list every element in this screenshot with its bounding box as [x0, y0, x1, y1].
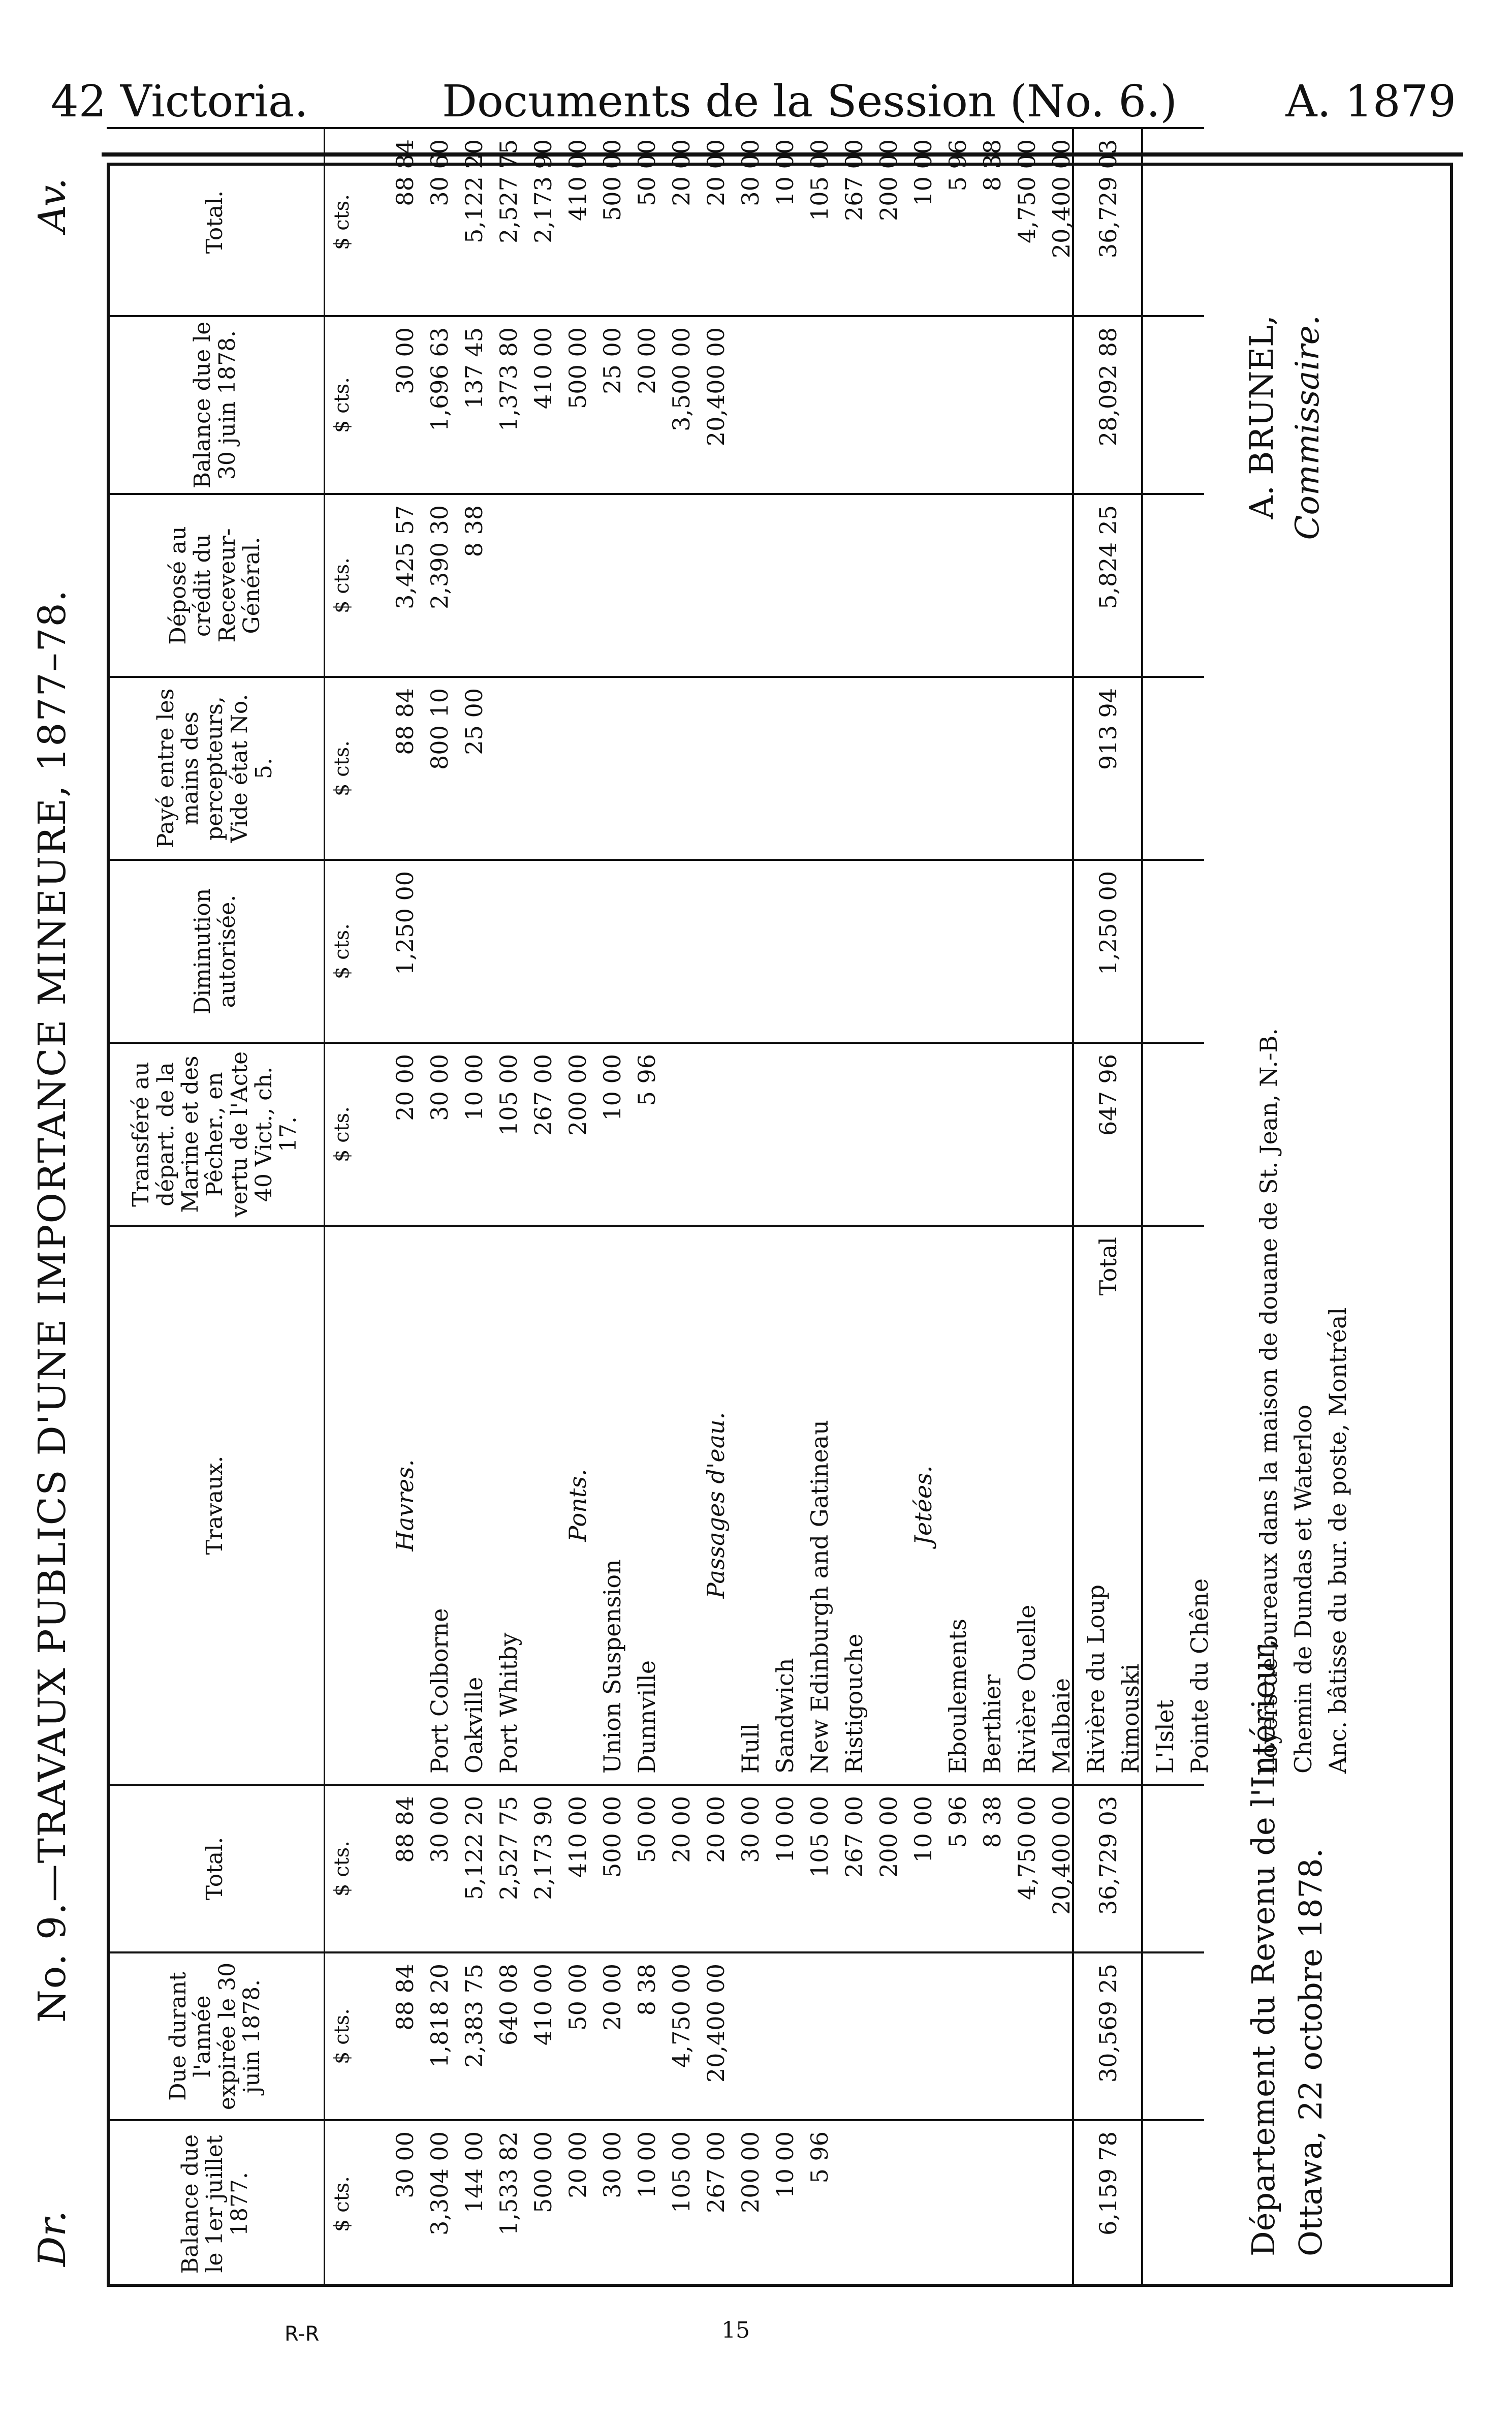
- cell-value: 10 00: [771, 2131, 799, 2198]
- cell-value: 50 00: [633, 139, 660, 206]
- cell-value: 20 00: [598, 1964, 626, 2031]
- travaux-item: New Edinburgh and Gatineau: [806, 1420, 833, 1774]
- cell-value: 88 84: [391, 1796, 419, 1863]
- cell-value: 88 84: [391, 1964, 419, 2031]
- cell-value: 4,750 00: [668, 1964, 695, 2068]
- cell-value: 800 10: [426, 688, 453, 770]
- cell-value: 1,696 63: [426, 327, 453, 431]
- travaux-item: Berthier: [979, 1674, 1006, 1774]
- cell-total: 913 94: [1094, 688, 1122, 770]
- col-header: Total.: [107, 1786, 325, 1951]
- col-due: [107, 1951, 1204, 2119]
- col-header: Total.: [107, 129, 325, 315]
- header-center: Documents de la Session (No. 6.): [442, 76, 1177, 127]
- cell-value: 410 00: [529, 1964, 557, 2045]
- cell-value: 105 00: [668, 2131, 695, 2213]
- col-header: Travaux.: [107, 1227, 325, 1784]
- cell-value: 410 00: [564, 1796, 591, 1878]
- cell-value: 30 00: [737, 1796, 764, 1863]
- travaux-item: Port Colborne: [426, 1608, 453, 1774]
- cell-value: 30 00: [426, 1796, 453, 1863]
- group-name: Ponts.: [564, 1469, 591, 1542]
- total-label: Total: [1094, 1237, 1122, 1296]
- cell-total: 5,824 25: [1094, 505, 1122, 609]
- cell-value: 10 00: [771, 139, 799, 206]
- travaux-item: Pointe du Chêne: [1186, 1578, 1213, 1774]
- cell-value: 200 00: [564, 1054, 591, 1136]
- cell-value: 267 00: [529, 1054, 557, 1136]
- unit-label: $ cts.: [330, 377, 354, 433]
- cell-value: 4,750 00: [1013, 1796, 1041, 1900]
- cell-value: 2,527 75: [495, 1796, 522, 1900]
- col-balance2: [107, 315, 1204, 493]
- cell-total: 1,250 00: [1094, 871, 1122, 975]
- col-diminution: [107, 859, 1204, 1042]
- cell-value: 200 00: [737, 2131, 764, 2213]
- header-right: A. 1879: [1285, 76, 1456, 127]
- travaux-item: Union Suspension: [598, 1559, 626, 1774]
- cell-value: 410 00: [564, 139, 591, 221]
- col-total2: [107, 127, 1204, 315]
- travaux-item: Sandwich: [771, 1658, 799, 1774]
- cell-value: 30 00: [737, 139, 764, 206]
- cell-value: 8 38: [979, 1796, 1006, 1848]
- cell-value: 10 00: [633, 2131, 660, 2198]
- cell-value: 8 38: [460, 505, 488, 557]
- col-header: Balance due le 1er juillet 1877.: [107, 2121, 325, 2287]
- cell-value: 500 00: [598, 139, 626, 221]
- title-av: Av.: [30, 178, 74, 232]
- unit-label: $ cts.: [330, 2176, 354, 2232]
- cell-value: 30 00: [391, 327, 419, 394]
- cell-value: 20 00: [702, 1796, 730, 1863]
- cell-value: 3,425 57: [391, 505, 419, 609]
- cell-value: 20 00: [633, 327, 660, 394]
- cell-value: 10 00: [771, 1796, 799, 1863]
- col-header: Transféré au départ. de la Marine et des Pêcher., en vertu de l'Acte 40 Vict., ch. 17.: [107, 1044, 325, 1225]
- cell-value: 2,173 90: [529, 139, 557, 243]
- title-dt: Dr.: [30, 2210, 74, 2267]
- cell-value: 267 00: [840, 139, 868, 221]
- travaux-item: Eboulements: [944, 1619, 971, 1774]
- travaux-item: Rivière du Loup: [1082, 1584, 1110, 1774]
- signer-name: A. BRUNEL,: [1243, 315, 1281, 519]
- table-title: No. 9.—TRAVAUX PUBLICS D'UNE IMPORTANCE MINEURE, 1877–78.: [30, 588, 74, 2023]
- cell-value: 30 00: [426, 1054, 453, 1121]
- cell-total: 647 96: [1094, 1054, 1122, 1136]
- col-balance1: [107, 2119, 1204, 2287]
- cell-value: 5 96: [806, 2131, 833, 2184]
- col-header: Due durant l'année expirée le 30 juin 1878.: [107, 1953, 325, 2119]
- cell-value: 640 08: [495, 1964, 522, 2045]
- signer-title: Commissaire.: [1288, 315, 1327, 540]
- cell-value: 20,400 00: [1048, 1796, 1075, 1915]
- cell-value: 20 00: [564, 2131, 591, 2198]
- cell-value: 2,390 30: [426, 505, 453, 609]
- travaux-item: Hull: [737, 1723, 764, 1774]
- cell-value: 20 00: [391, 1054, 419, 1121]
- cell-value: 2,173 90: [529, 1796, 557, 1900]
- cell-value: 88 84: [391, 688, 419, 755]
- footer-dept: Département du Revenu de l'Intérieur,: [1245, 1638, 1282, 2256]
- cell-value: 50 00: [564, 1964, 591, 2031]
- cell-value: 2,383 75: [460, 1964, 488, 2068]
- travaux-item: Ristigouche: [840, 1633, 868, 1774]
- cell-value: 30 00: [598, 2131, 626, 2198]
- col-paye: [107, 676, 1204, 859]
- cell-value: 3,500 00: [668, 327, 695, 431]
- cell-value: 25 00: [460, 688, 488, 755]
- cell-value: 500 00: [598, 1796, 626, 1878]
- cell-value: 20 00: [668, 139, 695, 206]
- cell-value: 137 45: [460, 327, 488, 409]
- cell-value: 105 00: [806, 139, 833, 221]
- travaux-item: Port Whitby: [495, 1632, 522, 1774]
- cell-value: 105 00: [806, 1796, 833, 1878]
- cell-value: 20,400 00: [702, 1964, 730, 2083]
- col-total1: [107, 1784, 1204, 1951]
- cell-value: 50 00: [633, 1796, 660, 1863]
- cell-value: 8 38: [979, 139, 1006, 192]
- cell-value: 8 38: [633, 1964, 660, 2016]
- cell-value: 88 84: [391, 139, 419, 206]
- cell-value: 500 00: [564, 327, 591, 409]
- cell-value: 5 96: [944, 1796, 971, 1848]
- cell-value: 1,250 00: [391, 871, 419, 975]
- travaux-item: Rimouski: [1117, 1663, 1144, 1774]
- cell-value: 1,533 82: [495, 2131, 522, 2236]
- cell-value: 5,122 20: [460, 1796, 488, 1900]
- travaux-item: Oakville: [460, 1677, 488, 1774]
- cell-total: 6,159 78: [1094, 2131, 1122, 2236]
- footer-signature: [1240, 315, 1331, 540]
- unit-label: $ cts.: [330, 557, 354, 613]
- rotated-table-area: [30, 139, 1453, 2287]
- cell-value: 30 00: [391, 2131, 419, 2198]
- group-name: Havres.: [391, 1459, 419, 1552]
- travaux-item: Rivière Ouelle: [1013, 1604, 1041, 1774]
- cell-value: 105 00: [495, 1054, 522, 1136]
- cell-total: 28,092 88: [1094, 327, 1122, 447]
- cell-value: 25 00: [598, 327, 626, 394]
- cell-value: 2,527 75: [495, 139, 522, 243]
- col-transfere: [107, 1042, 1204, 1225]
- cell-total: 36,729 03: [1094, 139, 1122, 259]
- cell-value: 5 96: [944, 139, 971, 192]
- header-left: 42 Victoria.: [51, 76, 308, 127]
- cell-value: 20,400 00: [702, 327, 730, 447]
- cell-value: 3,304 00: [426, 2131, 453, 2236]
- footer-code: R-R: [285, 2322, 320, 2346]
- cell-value: 5,122 20: [460, 139, 488, 243]
- col-depose: [107, 493, 1204, 676]
- col-header: Déposé au crédit du Receveur-Général.: [107, 495, 325, 676]
- travaux-item: Loyers de bureaux dans la maison de douane de St. Jean, N.-B.: [1255, 1028, 1282, 1774]
- travaux-item: L'Islet: [1151, 1699, 1179, 1774]
- travaux-item: Dunnville: [633, 1660, 660, 1774]
- cell-value: 500 00: [529, 2131, 557, 2213]
- unit-label: $ cts.: [330, 1841, 354, 1897]
- travaux-item: Malbaie: [1048, 1678, 1075, 1774]
- cell-value: 410 00: [529, 327, 557, 409]
- cell-value: 5 96: [633, 1054, 660, 1106]
- cell-value: 1,373 80: [495, 327, 522, 431]
- unit-label: $ cts.: [330, 1106, 354, 1162]
- cell-value: 10 00: [909, 139, 937, 206]
- cell-value: 267 00: [702, 2131, 730, 2213]
- cell-value: 20 00: [702, 139, 730, 206]
- unit-label: $ cts.: [330, 923, 354, 979]
- footer-place-date: Ottawa, 22 octobre 1878.: [1292, 1848, 1329, 2256]
- cell-value: 20 00: [668, 1796, 695, 1863]
- travaux-item: Chemin de Dundas et Waterloo: [1289, 1405, 1317, 1774]
- cell-value: 10 00: [909, 1796, 937, 1863]
- page-number: 15: [721, 2317, 750, 2343]
- group-name: Passages d'eau.: [702, 1412, 730, 1599]
- cell-value: 4,750 00: [1013, 139, 1041, 243]
- footer-department: [1240, 1638, 1334, 2256]
- cell-value: 200 00: [875, 1796, 902, 1878]
- unit-label: $ cts.: [330, 2008, 354, 2064]
- cell-value: 144 00: [460, 2131, 488, 2213]
- unit-label: $ cts.: [330, 194, 354, 250]
- cell-value: 267 00: [840, 1796, 868, 1878]
- col-header: Balance due le 30 juin 1878.: [107, 317, 325, 493]
- cell-value: 1,818 20: [426, 1964, 453, 2068]
- col-header: Diminution autorisée.: [107, 861, 325, 1042]
- cell-value: 200 00: [875, 139, 902, 221]
- travaux-item: Anc. bâtisse du bur. de poste, Montréal: [1324, 1307, 1351, 1774]
- cell-value: 10 00: [460, 1054, 488, 1121]
- unit-label: $ cts.: [330, 740, 354, 796]
- cell-value: 30 60: [426, 139, 453, 206]
- col-header: Payé entre les mains des percepteurs, Vide état No. 5.: [107, 678, 325, 859]
- cell-value: 10 00: [598, 1054, 626, 1121]
- cell-total: 30,569 25: [1094, 1964, 1122, 2083]
- cell-total: 36,729 03: [1094, 1796, 1122, 1915]
- group-name: Jetées.: [909, 1465, 937, 1545]
- cell-value: 20,400 00: [1048, 139, 1075, 259]
